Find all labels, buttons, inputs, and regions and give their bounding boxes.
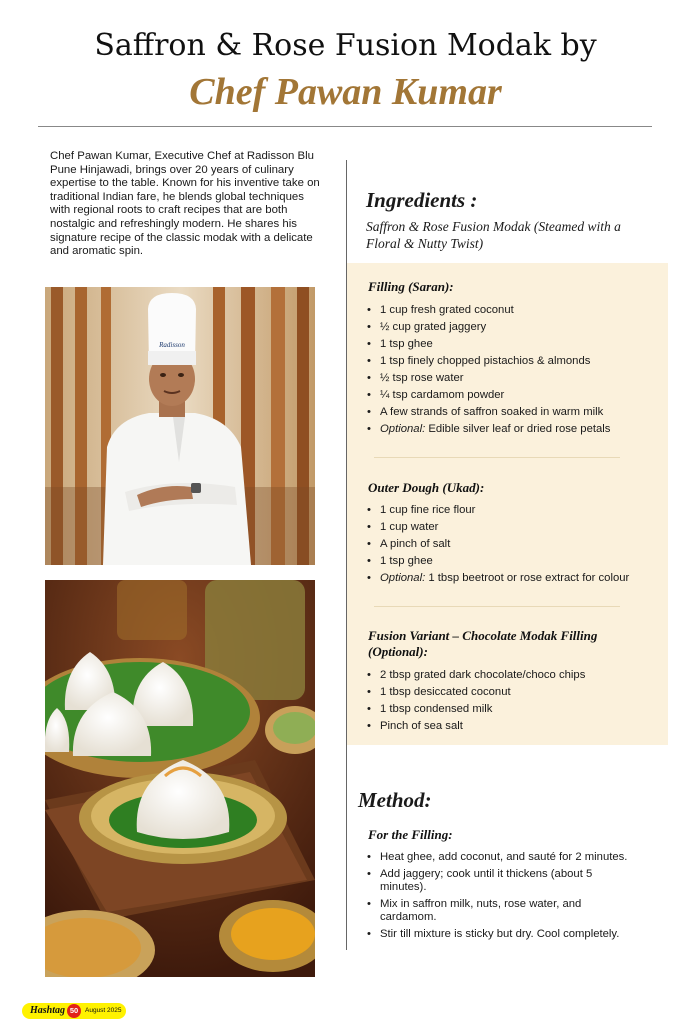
optional-text: Edible silver leaf or dried rose petals	[425, 423, 611, 435]
list-item: • ½ cup grated jaggery	[366, 319, 658, 336]
list-item: • Pinch of sea salt	[366, 718, 658, 735]
list-item: • 1 tbsp desiccated coconut	[366, 684, 658, 701]
filling-title: Filling (Saran):	[368, 279, 454, 294]
variant-title: Fusion Variant – Chocolate Modak Filling (Optional):	[368, 628, 598, 659]
issue-date: August 2025	[85, 1007, 122, 1014]
ingredients-heading: Ingredients :	[366, 188, 478, 212]
method-filling-title: For the Filling:	[368, 827, 453, 842]
list-item: • 1 cup fine rice flour	[366, 502, 658, 519]
list-item: • 1 tbsp condensed milk	[366, 701, 658, 718]
list-item: • ½ tsp rose water	[366, 370, 658, 387]
list-item: • Heat ghee, add coconut, and sauté for 2 minutes.	[366, 851, 638, 864]
list-item: • Add jaggery; cook until it thickens (about 5 minutes).	[366, 868, 638, 894]
section-divider	[374, 457, 620, 458]
chef-name-title: Chef Pawan Kumar	[189, 71, 502, 113]
variant-list	[366, 667, 658, 735]
list-item: • 1 cup fresh grated coconut	[366, 302, 658, 319]
list-item	[366, 570, 658, 587]
optional-text: 1 tbsp beetroot or rose extract for colour	[425, 572, 630, 584]
chef-photo	[45, 287, 315, 565]
method-heading: Method:	[358, 788, 432, 812]
list-item	[366, 421, 658, 438]
hat-logo-text: Radisson	[159, 341, 185, 349]
method-steps	[366, 851, 638, 945]
list-item: • A pinch of salt	[366, 536, 658, 553]
list-item: • ¼ tsp cardamom powder	[366, 387, 658, 404]
modak-photo	[45, 580, 315, 977]
optional-label: Optional:	[380, 423, 426, 435]
filling-list	[366, 302, 658, 438]
list-item: • 1 tsp finely chopped pistachios & almonds	[366, 353, 658, 370]
section-divider	[374, 606, 620, 607]
optional-label: Optional:	[380, 572, 426, 584]
list-item: • 1 tsp ghee	[366, 336, 658, 353]
header-divider	[38, 126, 652, 127]
intro-paragraph: Chef Pawan Kumar, Executive Chef at Radisson Blu Pune Hinjawadi, brings over 20 years of culinary expertise to the table. Known for his inventive take on traditional Indian fare, he blends global techniques with regional roots to craft recipes that are both nostalgic and refreshingly modern. He shares his signature recipe of the classic modak with a delicate and aromatic spin.	[50, 150, 320, 258]
magazine-logo: Hashtag	[30, 1005, 66, 1016]
ingredients-subtitle: Saffron & Rose Fusion Modak (Steamed with a Floral & Nutty Twist)	[366, 219, 621, 251]
dough-list	[366, 502, 658, 587]
list-item: • 1 tsp ghee	[366, 553, 658, 570]
page-number-badge: 50	[67, 1004, 81, 1018]
list-item: • Stir till mixture is sticky but dry. Cool completely.	[366, 928, 638, 941]
list-item: • A few strands of saffron soaked in warm milk	[366, 404, 658, 421]
list-item: • Mix in saffron milk, nuts, rose water, and cardamom.	[366, 898, 638, 924]
list-item: • 1 cup water	[366, 519, 658, 536]
dough-title: Outer Dough (Ukad):	[368, 480, 485, 495]
list-item: • 2 tbsp grated dark chocolate/choco chips	[366, 667, 658, 684]
page-title: Saffron & Rose Fusion Modak by	[94, 28, 597, 63]
